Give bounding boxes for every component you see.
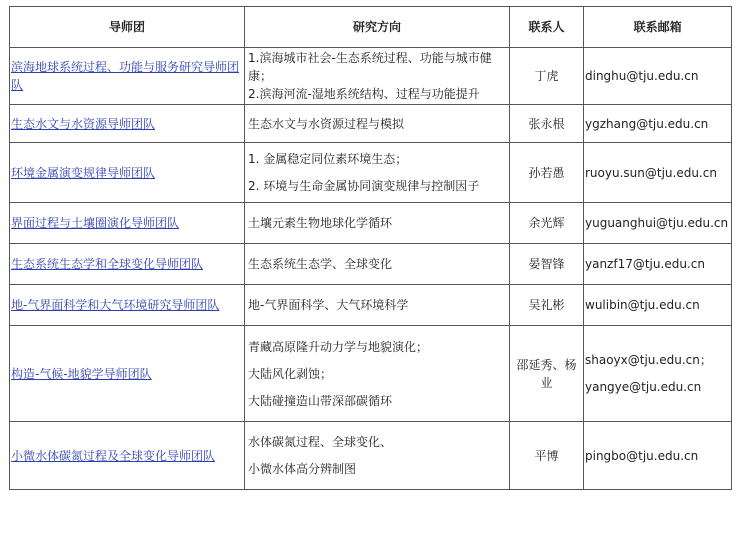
line-gap xyxy=(248,168,506,177)
header-email: 联系邮箱 xyxy=(584,7,732,48)
direction-line: 小微水体高分辨制图 xyxy=(248,462,357,476)
team-link[interactable]: 生态水文与水资源导师团队 xyxy=(11,116,156,131)
direction-cell xyxy=(245,48,510,105)
direction-line: 生态系统生态学、全球变化 xyxy=(248,257,393,271)
direction-cell xyxy=(245,143,510,203)
contact-cell: 丁虎 xyxy=(510,48,584,105)
email-text[interactable]: yangye@tju.edu.cn xyxy=(585,380,702,394)
team-link[interactable]: 滨海地球系统过程、功能与服务研究导师团队 xyxy=(11,60,240,92)
table-row xyxy=(10,203,732,244)
email-text[interactable]: yuguanghui@tju.edu.cn xyxy=(585,216,729,230)
contact-cell: 张永根 xyxy=(510,105,584,143)
direction-cell xyxy=(245,422,510,490)
team-cell xyxy=(10,48,245,105)
header-contact: 联系人 xyxy=(510,7,584,48)
direction-line: 水体碳氮过程、全球变化、 xyxy=(248,435,393,449)
team-cell xyxy=(10,203,245,244)
team-link[interactable]: 环境金属演变规律导师团队 xyxy=(11,165,156,180)
team-link[interactable]: 界面过程与土壤圈演化导师团队 xyxy=(11,216,180,230)
direction-line: 2. 环境与生命金属协同演变规律与控制因子 xyxy=(248,179,480,193)
direction-line: 青藏高原隆升动力学与地貌演化； xyxy=(248,339,429,354)
contact-cell: 余光辉 xyxy=(510,203,584,244)
contact-cell: 晏智锋 xyxy=(510,244,584,285)
direction-line: 2.滨海河流-湿地系统结构、过程与功能提升 xyxy=(248,87,480,101)
direction-line: 1. 金属稳定同位素环境生态； xyxy=(248,152,408,166)
team-link[interactable]: 生态系统生态学和全球变化导师团队 xyxy=(11,257,204,271)
team-link[interactable]: 地-气界面科学和大气环境研究导师团队 xyxy=(11,298,220,312)
header-direction: 研究方向 xyxy=(245,7,510,48)
email-text[interactable]: shaoyx@tju.edu.cn； xyxy=(585,353,712,367)
email-text[interactable]: wulibin@tju.edu.cn xyxy=(585,298,700,312)
table-row xyxy=(10,326,732,422)
contact-cell: 邵延秀、杨业 xyxy=(510,326,584,422)
team-cell xyxy=(10,285,245,326)
table-row xyxy=(10,244,732,285)
team-cell xyxy=(10,244,245,285)
direction-cell xyxy=(245,203,510,244)
direction-line: 土壤元素生物地球化学循环 xyxy=(248,216,393,230)
line-gap xyxy=(248,356,506,365)
email-text[interactable]: pingbo@tju.edu.cn xyxy=(585,448,699,463)
header-team: 导师团 xyxy=(10,7,245,48)
table-body xyxy=(10,48,732,490)
advisor-teams-table xyxy=(9,6,732,490)
direction-line: 大陆碰撞造山带深部碳循环 xyxy=(248,393,393,408)
table-row xyxy=(10,143,732,203)
team-cell xyxy=(10,143,245,203)
email-text[interactable]: dinghu@tju.edu.cn xyxy=(585,69,699,83)
team-link[interactable]: 构造-气候-地貌学导师团队 xyxy=(11,366,152,381)
line-gap xyxy=(585,369,728,378)
email-text[interactable]: ruoyu.sun@tju.edu.cn xyxy=(585,165,717,180)
table-row xyxy=(10,105,732,143)
team-cell xyxy=(10,326,245,422)
team-link[interactable]: 小微水体碳氮过程及全球变化导师团队 xyxy=(11,448,216,463)
email-cell xyxy=(584,422,732,490)
table-header-row xyxy=(10,7,732,48)
direction-cell xyxy=(245,285,510,326)
direction-cell xyxy=(245,105,510,143)
direction-cell xyxy=(245,244,510,285)
direction-line: 地-气界面科学、大气环境科学 xyxy=(248,298,409,312)
direction-line: 1.滨海城市社会-生态系统过程、功能与城市健康； xyxy=(248,51,492,83)
email-cell xyxy=(584,105,732,143)
email-cell xyxy=(584,203,732,244)
email-cell xyxy=(584,244,732,285)
team-cell xyxy=(10,422,245,490)
contact-cell: 孙若愚 xyxy=(510,143,584,203)
line-gap xyxy=(248,451,506,460)
email-cell xyxy=(584,285,732,326)
contact-cell: 吴礼彬 xyxy=(510,285,584,326)
table-row xyxy=(10,285,732,326)
team-cell xyxy=(10,105,245,143)
email-cell xyxy=(584,326,732,422)
email-text[interactable]: yanzf17@tju.edu.cn xyxy=(585,257,705,271)
line-gap xyxy=(248,383,506,392)
direction-line: 生态水文与水资源过程与模拟 xyxy=(248,116,405,131)
direction-line: 大陆风化剥蚀； xyxy=(248,366,333,381)
table-row xyxy=(10,422,732,490)
table-row xyxy=(10,48,732,105)
email-cell xyxy=(584,48,732,105)
direction-cell xyxy=(245,326,510,422)
email-cell xyxy=(584,143,732,203)
email-text[interactable]: ygzhang@tju.edu.cn xyxy=(585,116,709,131)
contact-cell: 平博 xyxy=(510,422,584,490)
